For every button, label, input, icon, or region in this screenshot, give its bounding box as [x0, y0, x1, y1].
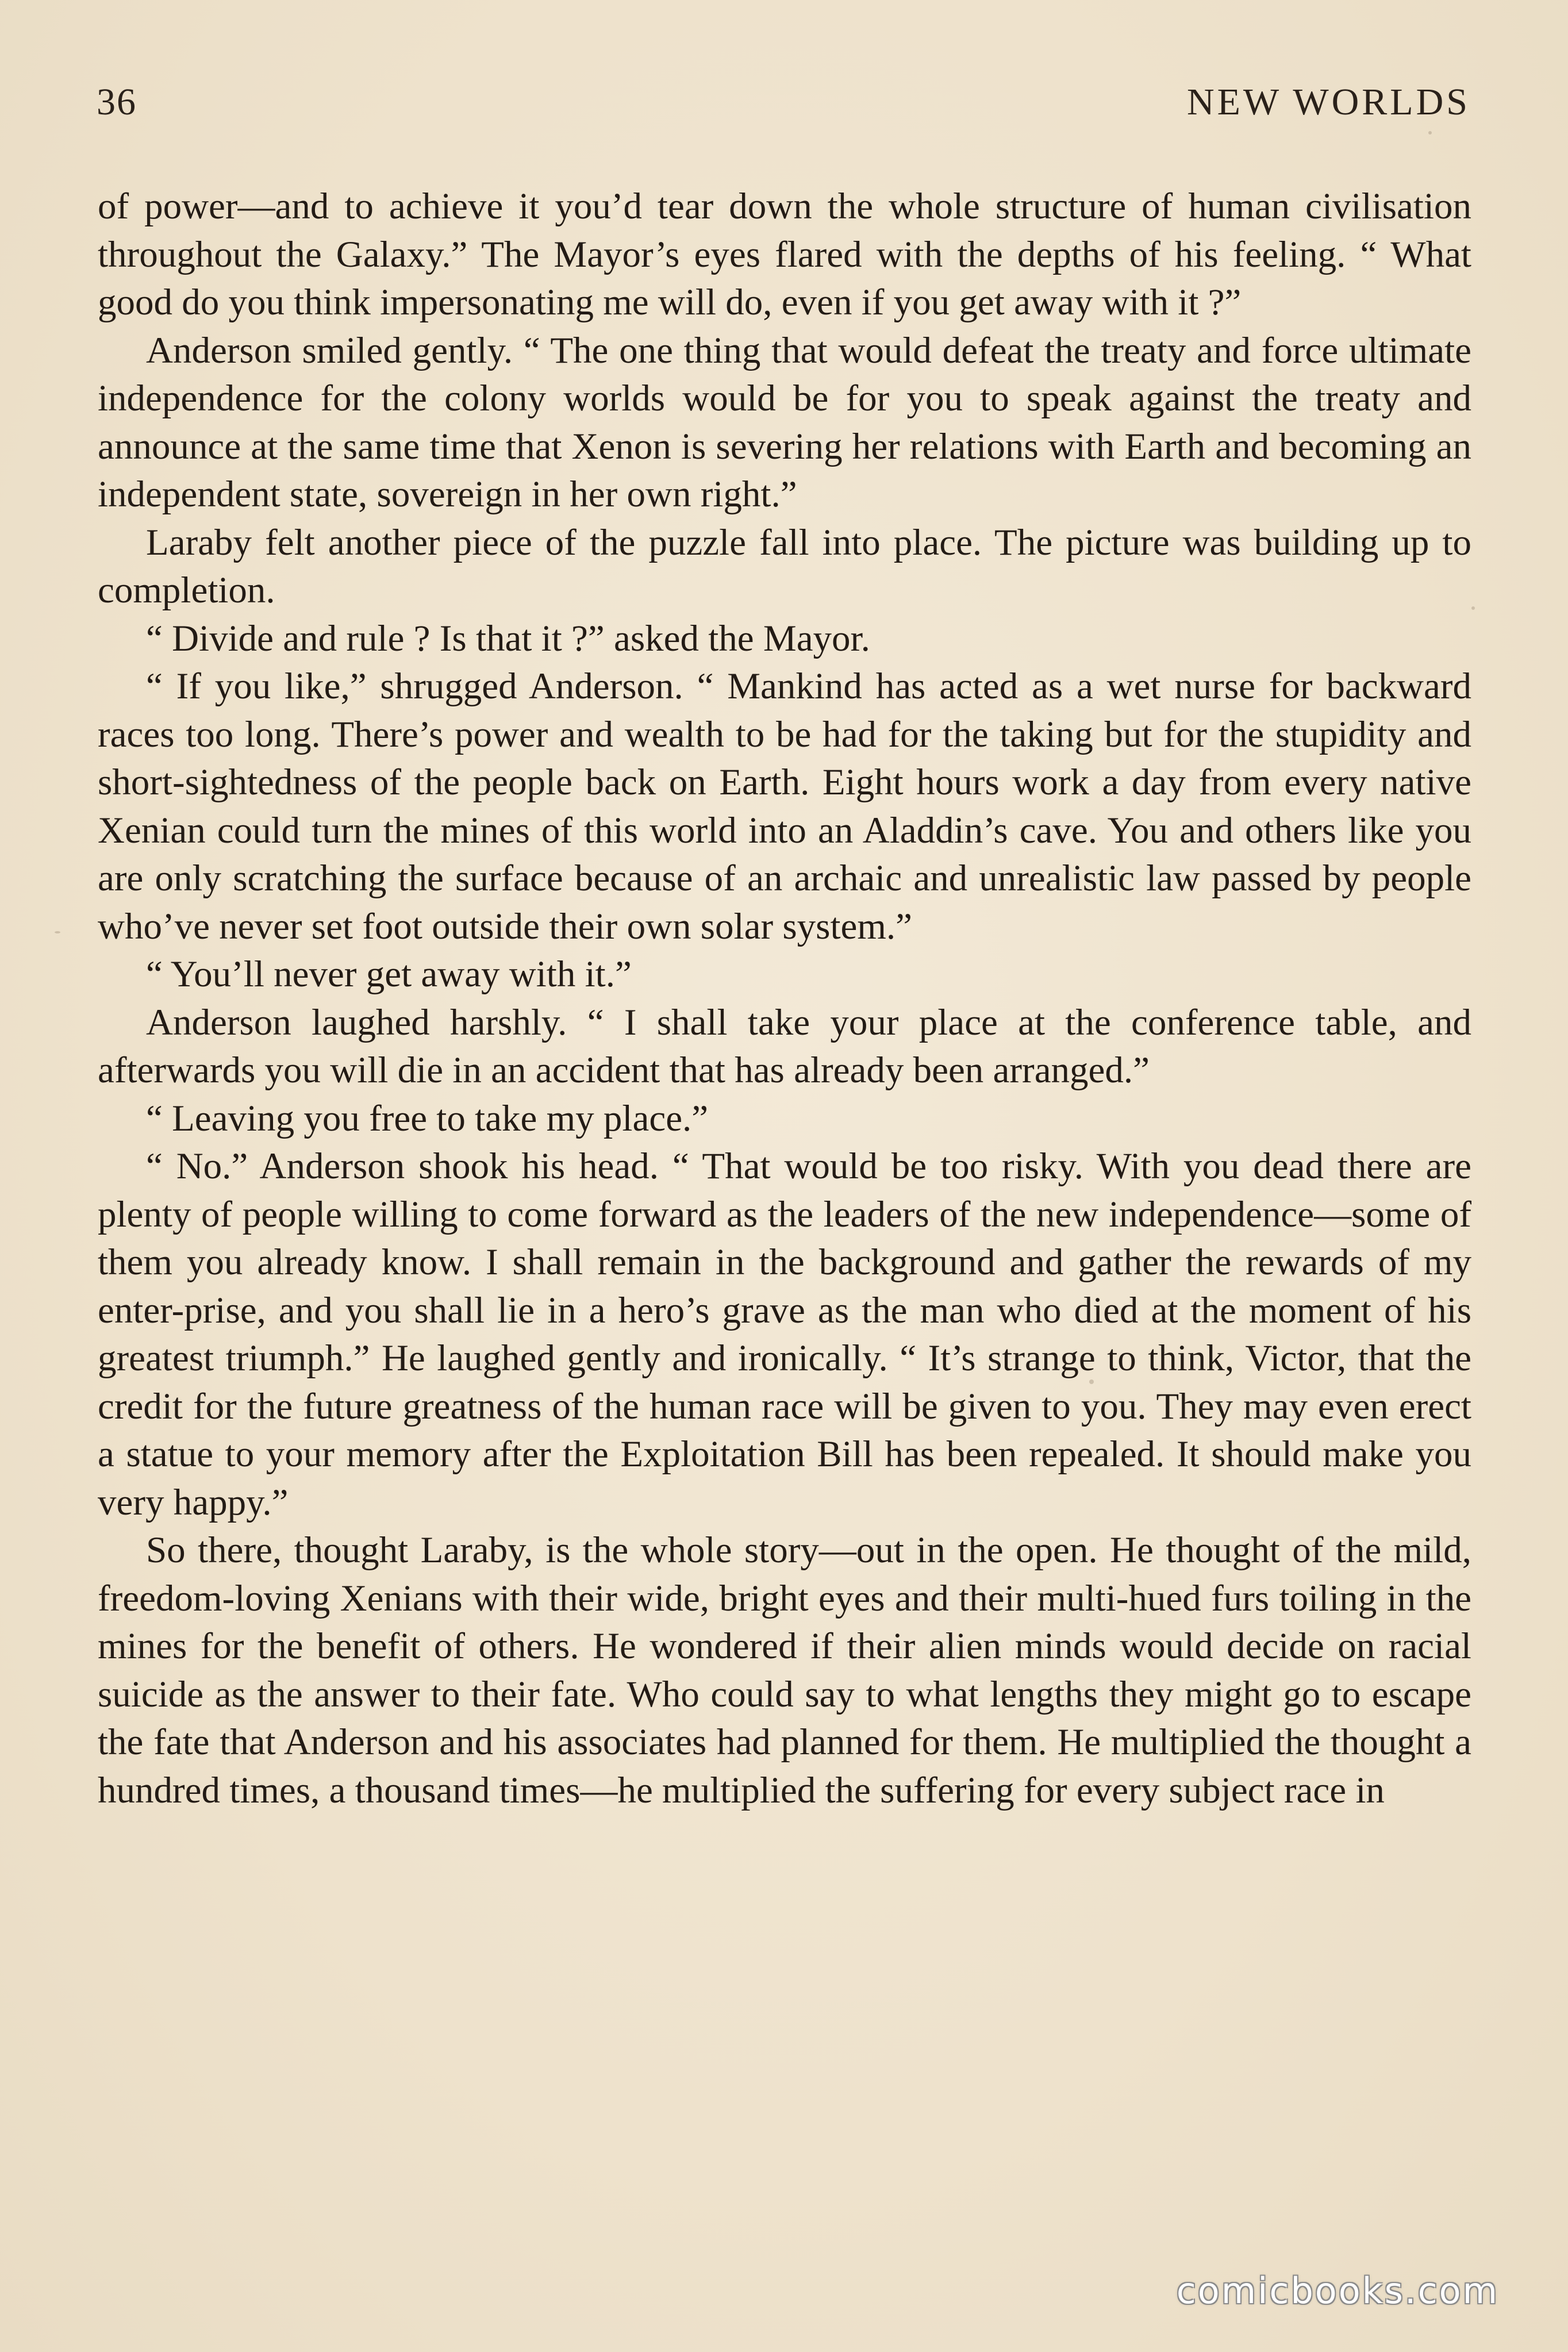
- paragraph: So there, thought Laraby, is the whole story—out in the open. He thought of the mild, freedom-loving Xenians with their wide, bright eyes and their multi-hued furs toiling in the mines for the benefit of others. He wondered if their alien minds would decide on racial suicide as the answer to their fate. Who could say to what lengths they might go to escape the fate that Anderson and his associates had planned for them. He multiplied the thought a hundred times, a thousand times—he multiplied the suffering for every subject race in: [98, 1529, 1471, 1811]
- paper-speck: [1428, 131, 1432, 134]
- paragraph: “ Leaving you free to take my place.”: [146, 1097, 709, 1139]
- paragraph: Anderson laughed harshly. “ I shall take your place at the conference table, and afterwards you will die in an accident that has already been arranged.”: [98, 1001, 1471, 1091]
- paragraph: Anderson smiled gently. “ The one thing that would defeat the treaty and force ultimate independence for the colony worlds would be for you to speak against the treaty and announce at the same time that Xenon is severing her relations with Earth and becoming an independent state, sovereign in her own right.”: [98, 329, 1471, 515]
- body-text: [98, 183, 1471, 1815]
- paragraph: “ No.” Anderson shook his head. “ That would be too risky. With you dead there are plenty of people willing to come forward as the leaders of the new independence—some of them you already know. I shall remain in the background and gather the rewards of my enter-prise, and you shall lie in a hero’s grave as the man who died at the moment of his greatest triumph.” He laughed gently and ironically. “ It’s strange to think, Victor, that the credit for the future greatness of the human race will be given to you. They may even erect a statue to your memory after the Exploitation Bill has been repealed. It should make you very happy.”: [98, 1146, 1471, 1523]
- running-title: NEW WORLDS: [1186, 81, 1470, 123]
- paper-speck: [1089, 1379, 1094, 1384]
- paragraph: “ You’ll never get away with it.”: [146, 954, 632, 995]
- page-number: 36: [97, 81, 137, 123]
- paragraph: “ If you like,” shrugged Anderson. “ Mankind has acted as a wet nurse for backward races too long. There’s power and wealth to be had for the taking but for the stupidity and short-sightedness of the people back on Earth. Eight hours work a day from every native Xenian could turn the mines of this world into an Aladdin’s cave. You and others like you are only scratching the surface because of an archaic and unrealistic law passed by people who’ve never set foot outside their own solar system.”: [98, 666, 1471, 947]
- watermark: comicbooks.com: [1176, 2270, 1499, 2312]
- paper-speck: [1471, 606, 1475, 610]
- paper-speck: [55, 931, 60, 933]
- paragraph: of power—and to achieve it you’d tear down the whole structure of human civilisation throughout the Galaxy.” The Mayor’s eyes flared with the depths of his feeling. “ What good do you think impersonating me will do, even if you get away with it ?”: [98, 186, 1471, 323]
- page-header: [97, 80, 1470, 144]
- paragraph: Laraby felt another piece of the puzzle fall into place. The picture was building up to completion.: [98, 521, 1471, 611]
- paragraph: “ Divide and rule ? Is that it ?” asked the Mayor.: [146, 617, 870, 659]
